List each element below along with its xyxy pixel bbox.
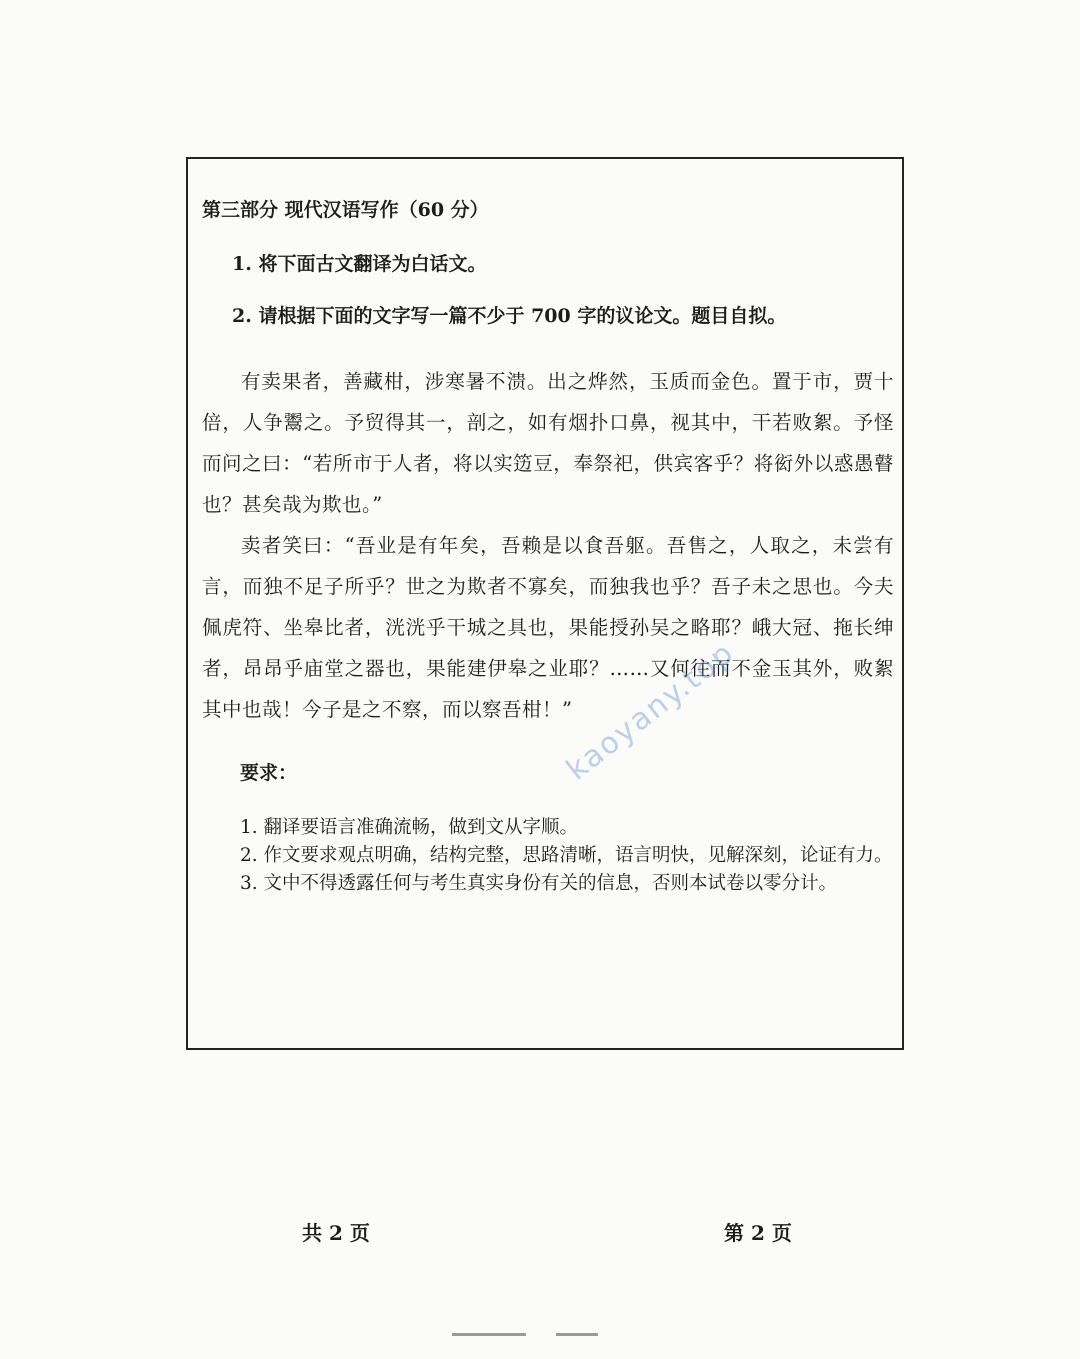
passage-paragraph-2: 卖者笑曰：“吾业是有年矣，吾赖是以食吾躯。吾售之，人取之，未尝有言，而独不足子所乎？世之为欺者不寡矣，而独我也乎？吾子未之思也。今夫佩虎符、坐皋比者，洸洸乎干城之具也，果能授孙吴之略耶？峨大冠、拖长绅者，昂昂乎庙堂之器也，果能建伊皋之业耶？……又何往而不金玉其外，败絮其中也哉！今子是之不察，而以察吾柑！”	[202, 534, 894, 721]
footer-current-page: 第 2 页	[724, 1221, 792, 1245]
task-translate: 1. 将下面古文翻译为白话文。	[232, 253, 487, 275]
requirement-item-3: 3. 文中不得透露任何与考生真实身份有关的信息，否则本试卷以零分计。	[240, 873, 838, 894]
scan-artifact-line	[452, 1333, 526, 1336]
scan-artifact-line	[556, 1333, 598, 1336]
watermark: kaoyany.top	[560, 635, 742, 788]
requirements-list	[202, 814, 894, 898]
section-title: 第三部分 现代汉语写作（60 分）	[202, 199, 489, 221]
passage-paragraph-1: 有卖果者，善藏柑，涉寒暑不溃。出之烨然，玉质而金色。置于市，贾十倍，人争鬻之。予贸得其一，剖之，如有烟扑口鼻，视其中，干若败絮。予怪而问之曰：“若所市于人者，将以实笾豆，奉祭祀，供宾客乎？将衒外以惑愚瞽也？甚矣哉为欺也。”	[202, 370, 894, 516]
requirement-item-1: 1. 翻译要语言准确流畅，做到文从字顺。	[240, 817, 579, 838]
requirements-title: 要求：	[240, 762, 298, 784]
classical-passage	[202, 361, 894, 730]
requirement-item-2: 2. 作文要求观点明确，结构完整，思路清晰，语言明快，见解深刻，论证有力。	[240, 845, 893, 866]
footer-total-pages: 共 2 页	[302, 1221, 370, 1245]
task-essay: 2. 请根据下面的文字写一篇不少于 700 字的议论文。题目自拟。	[232, 305, 787, 327]
exam-question-box	[186, 157, 904, 1050]
